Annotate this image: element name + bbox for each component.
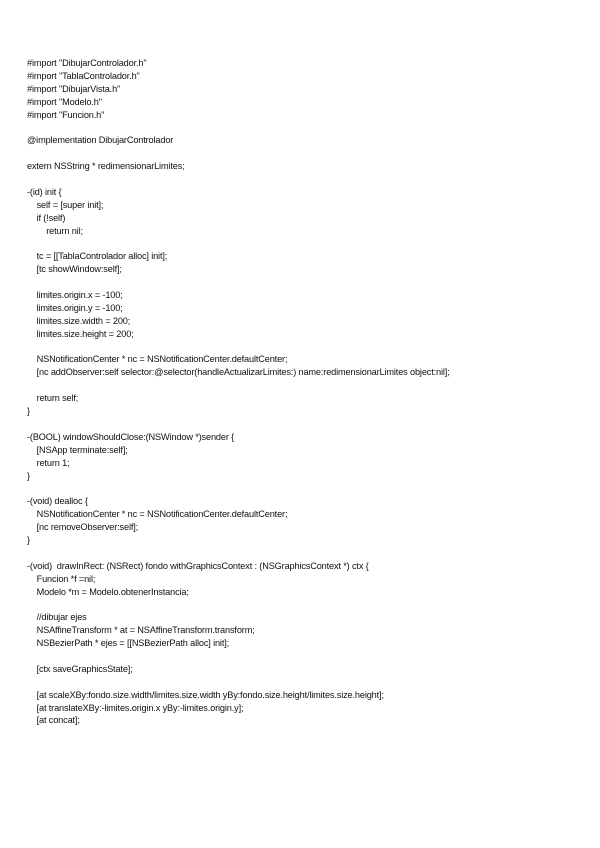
- code-line: tc = [[TablaControlador alloc] init];: [27, 251, 168, 262]
- code-line: [at concat];: [27, 715, 80, 726]
- code-line: limites.origin.y = -100;: [27, 302, 123, 313]
- blank-line: [27, 482, 593, 495]
- code-line: [NSApp terminate:self];: [27, 444, 128, 455]
- blank-line: [27, 237, 593, 250]
- code-line: -(BOOL) windowShouldClose:(NSWindow *)sender {: [27, 431, 235, 442]
- code-line: [ctx saveGraphicsState];: [27, 663, 133, 674]
- code-line: [nc removeObserver:self];: [27, 522, 139, 533]
- code-line: limites.origin.x = -100;: [27, 290, 123, 301]
- blank-line: [27, 379, 593, 392]
- code-line: self = [super init];: [27, 199, 104, 210]
- blank-line: [27, 121, 593, 134]
- code-line: #import "DibujarControlador.h": [27, 58, 147, 68]
- code-line: Funcion *f =nil;: [27, 573, 96, 584]
- code-line: if (!self): [27, 212, 66, 223]
- code-line: }: [27, 470, 30, 481]
- code-line: #import "Funcion.h": [27, 109, 105, 120]
- code-line: Modelo *m = Modelo.obtenerInstancia;: [27, 586, 189, 597]
- code-line: #import "TablaControlador.h": [27, 70, 140, 81]
- code-line: -(void) drawInRect: (NSRect) fondo withGraphicsContext : (NSGraphicsContext *) ctx {: [27, 560, 369, 571]
- code-line: [tc showWindow:self];: [27, 264, 122, 275]
- blank-line: [27, 676, 593, 689]
- code-line: }: [27, 406, 30, 417]
- code-line: return 1;: [27, 457, 70, 468]
- code-listing: [27, 57, 593, 727]
- code-comment-line: //dibujar ejes: [27, 612, 87, 623]
- blank-line: [27, 650, 593, 663]
- blank-line: [27, 173, 593, 186]
- code-line: [nc addObserver:self selector:@selector(handleActualizarLimites:) name:redimensionarLimites object:nil];: [27, 367, 450, 378]
- code-line: [at translateXBy:-limites.origin.x yBy:-limites.origin.y];: [27, 702, 244, 713]
- code-line: NSNotificationCenter * nc = NSNotificationCenter.defaultCenter;: [27, 354, 288, 365]
- code-line: return self;: [27, 393, 79, 404]
- code-line: NSBezierPath * ejes = [[NSBezierPath alloc] init];: [27, 638, 230, 649]
- blank-line: [27, 547, 593, 560]
- blank-line: [27, 276, 593, 289]
- code-line: extern NSString * redimensionarLimites;: [27, 161, 185, 172]
- code-line: }: [27, 534, 30, 545]
- code-line: limites.size.height = 200;: [27, 328, 134, 339]
- code-line: NSAffineTransform * at = NSAffineTransform.transform;: [27, 625, 255, 636]
- code-line: -(id) init {: [27, 186, 62, 197]
- code-line: #import "DibujarVista.h": [27, 83, 121, 94]
- code-line: [at scaleXBy:fondo.size.width/limites.size.width yBy:fondo.size.height/limites.size.height];: [27, 689, 384, 700]
- code-line: return nil;: [27, 225, 83, 236]
- code-line: #import "Modelo.h": [27, 96, 102, 107]
- blank-line: [27, 341, 593, 354]
- code-line: -(void) dealloc {: [27, 496, 88, 507]
- code-line: @implementation DibujarControlador: [27, 135, 174, 146]
- code-line: limites.size.width = 200;: [27, 315, 131, 326]
- blank-line: [27, 598, 593, 611]
- blank-line: [27, 147, 593, 160]
- code-line: NSNotificationCenter * nc = NSNotificationCenter.defaultCenter;: [27, 509, 288, 520]
- blank-line: [27, 418, 593, 431]
